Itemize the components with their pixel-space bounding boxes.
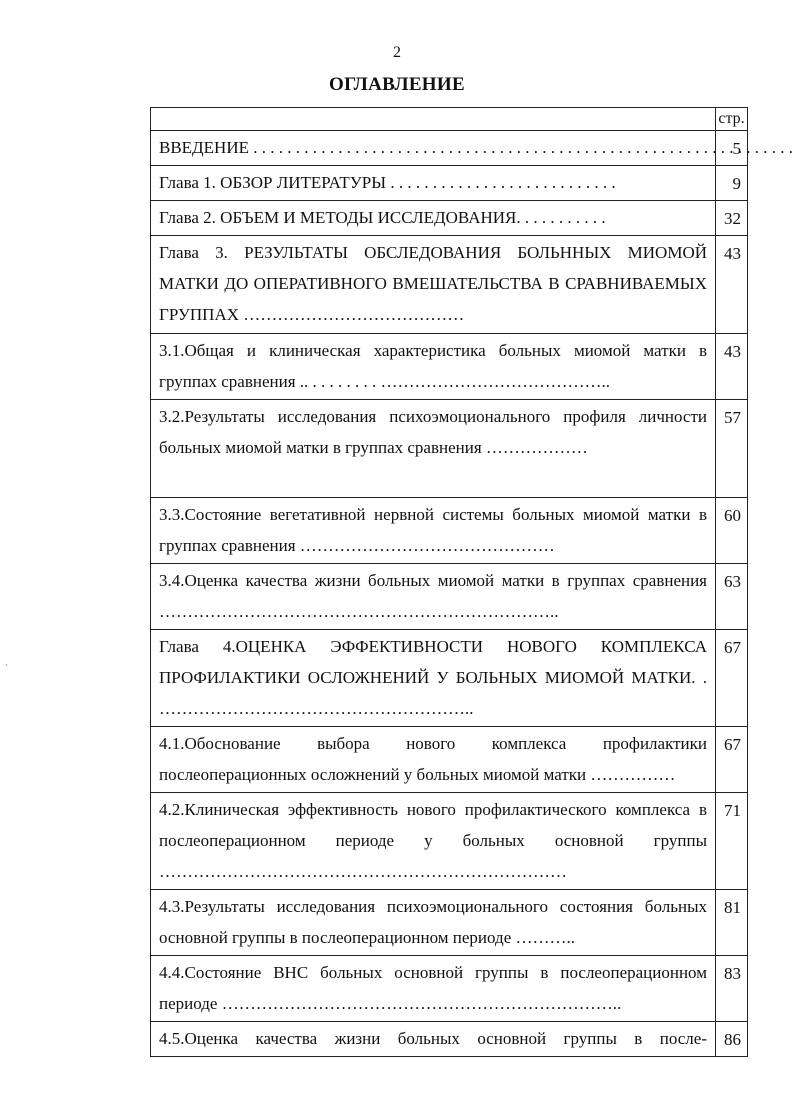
toc-page-number: 63 [716, 564, 748, 630]
toc-entry: Глава 3. РЕЗУЛЬТАТЫ ОБСЛЕДОВАНИЯ БОЛЬННЫХ МИОМОЙ МАТКИ ДО ОПЕРАТИВНОГО ВМЕШАТЕЛЬСТВА В СРАВНИВАЕМЫХ ГРУППАХ ………………………………… [151, 236, 716, 334]
toc-entry: 4.4.Состояние ВНС больных основной группы в послеоперационном периоде …………………………………………………………….. [151, 956, 716, 1022]
toc-row [151, 956, 748, 1022]
toc-page-number: 60 [716, 498, 748, 564]
toc-entry-text: 4.2.Клиническая эффективность нового профилактического комплекса в послеоперационном периоде у больных основной группы [159, 800, 707, 850]
page-column-header: стр. [716, 108, 748, 131]
margin-mark: ` [5, 664, 9, 675]
toc-entry: Глава 1. ОБЗОР ЛИТЕРАТУРЫ . . . . . . . . . . . . . . . . . . . . . . . . . . . [151, 166, 716, 201]
toc-header-empty [151, 108, 716, 131]
toc-entry [151, 131, 716, 166]
toc-row [151, 334, 748, 400]
toc-row [151, 131, 748, 166]
toc-page-number: 67 [716, 727, 748, 793]
toc-row [151, 727, 748, 793]
toc-entry: 4.2.Клиническая эффективность нового профилактического комплекса в послеоперационном периоде у больных основной группы ……………………………………………………………… [151, 793, 716, 890]
toc-page-number: 43 [716, 236, 748, 334]
toc-entry: 3.1.Общая и клиническая характеристика больных миомой матки в группах сравнения .. . . . . . . . . ………………………………….. [151, 334, 716, 400]
toc-row [151, 400, 748, 498]
toc-entry-text: 3.2.Результаты исследования психоэмоционального профиля личности больных миомой матки в группах сравнения [159, 407, 707, 457]
toc-entry: Глава 2. ОБЪЕМ И МЕТОДЫ ИССЛЕДОВАНИЯ. . . . . . . . . . . [151, 201, 716, 236]
toc-page-number: 5 [716, 131, 748, 166]
toc-entry-text: Глава 4.ОЦЕНКА ЭФФЕКТИВНОСТИ НОВОГО КОМПЛЕКСА ПРОФИЛАКТИКИ ОСЛОЖНЕНИЙ У БОЛЬНЫХ МИОМОЙ МАТКИ. [159, 637, 707, 687]
toc-title: ОГЛАВЛЕНИЕ [329, 74, 465, 95]
page-number: 2 [393, 44, 401, 61]
toc-page-number: 83 [716, 956, 748, 1022]
toc-header-row [151, 108, 748, 131]
toc-entry-text: 4.5.Оценка качества жизни больных основной группы в после- [159, 1029, 707, 1048]
toc-entry [151, 1022, 716, 1057]
toc-page-number: 71 [716, 793, 748, 890]
toc-entry-text: 3.1.Общая и клиническая характеристика больных миомой матки в группах сравнения [159, 341, 707, 391]
toc-row [151, 166, 748, 201]
toc-entry-text: 4.3.Результаты исследования психоэмоционального состояния больных основной группы в послеоперационном периоде [159, 897, 707, 947]
toc-row [151, 630, 748, 727]
toc-table [150, 107, 748, 1057]
toc-entry-text: ВВЕДЕНИЕ . . . [159, 138, 794, 157]
toc-entry: Глава 4.ОЦЕНКА ЭФФЕКТИВНОСТИ НОВОГО КОМПЛЕКСА ПРОФИЛАКТИКИ ОСЛОЖНЕНИЙ У БОЛЬНЫХ МИОМОЙ МАТКИ. . ……………………………………………….. [151, 630, 716, 727]
toc-row [151, 201, 748, 236]
toc-entry: 4.3.Результаты исследования психоэмоционального состояния больных основной группы в послеоперационном периоде ……….. [151, 890, 716, 956]
toc-entry: 3.3.Состояние вегетативной нервной системы больных миомой матки в группах сравнения ……………………………………… [151, 498, 716, 564]
toc-row [151, 890, 748, 956]
toc-page-number: 81 [716, 890, 748, 956]
toc-entry: 3.2.Результаты исследования психоэмоционального профиля личности больных миомой матки в группах сравнения ……………… [151, 400, 716, 498]
toc-entry-text: Глава 3. РЕЗУЛЬТАТЫ ОБСЛЕДОВАНИЯ БОЛЬННЫХ МИОМОЙ МАТКИ ДО ОПЕРАТИВНОГО ВМЕШАТЕЛЬСТВА В СРАВНИВАЕМЫХ ГРУППАХ [159, 243, 707, 324]
toc-row [151, 793, 748, 890]
toc-row [151, 498, 748, 564]
toc-entry-text: 3.3.Состояние вегетативной нервной системы больных миомой матки в группах сравнения [159, 505, 707, 555]
toc-page-number: 43 [716, 334, 748, 400]
toc-entry-text: Глава 1. ОБЗОР ЛИТЕРАТУРЫ [159, 173, 387, 192]
toc-page-number: 57 [716, 400, 748, 498]
toc-row [151, 564, 748, 630]
toc-page-number: 9 [716, 166, 748, 201]
toc-entry: 3.4.Оценка качества жизни больных миомой матки в группах сравнения …………………………………………………………….. [151, 564, 716, 630]
toc-page-number: 32 [716, 201, 748, 236]
toc-page-number: 67 [716, 630, 748, 727]
toc-entry: 4.1.Обоснование выбора нового комплекса профилактики послеоперационных осложнений у больных миомой матки …………… [151, 727, 716, 793]
toc-entry-text: 4.4.Состояние ВНС больных основной группы в послеоперационном периоде [159, 963, 707, 1013]
toc-row [151, 236, 748, 334]
toc-page-number: 86 [716, 1022, 748, 1057]
toc-row [151, 1022, 748, 1057]
toc-entry-text: Глава 2. ОБЪЕМ И МЕТОДЫ ИССЛЕДОВАНИЯ [159, 208, 517, 227]
toc-entry-text: 4.1.Обоснование выбора нового комплекса профилактики послеоперационных осложнений у больных миомой матки [159, 734, 707, 784]
toc-entry-text: 3.4.Оценка качества жизни больных миомой матки в группах сравнения [159, 571, 707, 590]
